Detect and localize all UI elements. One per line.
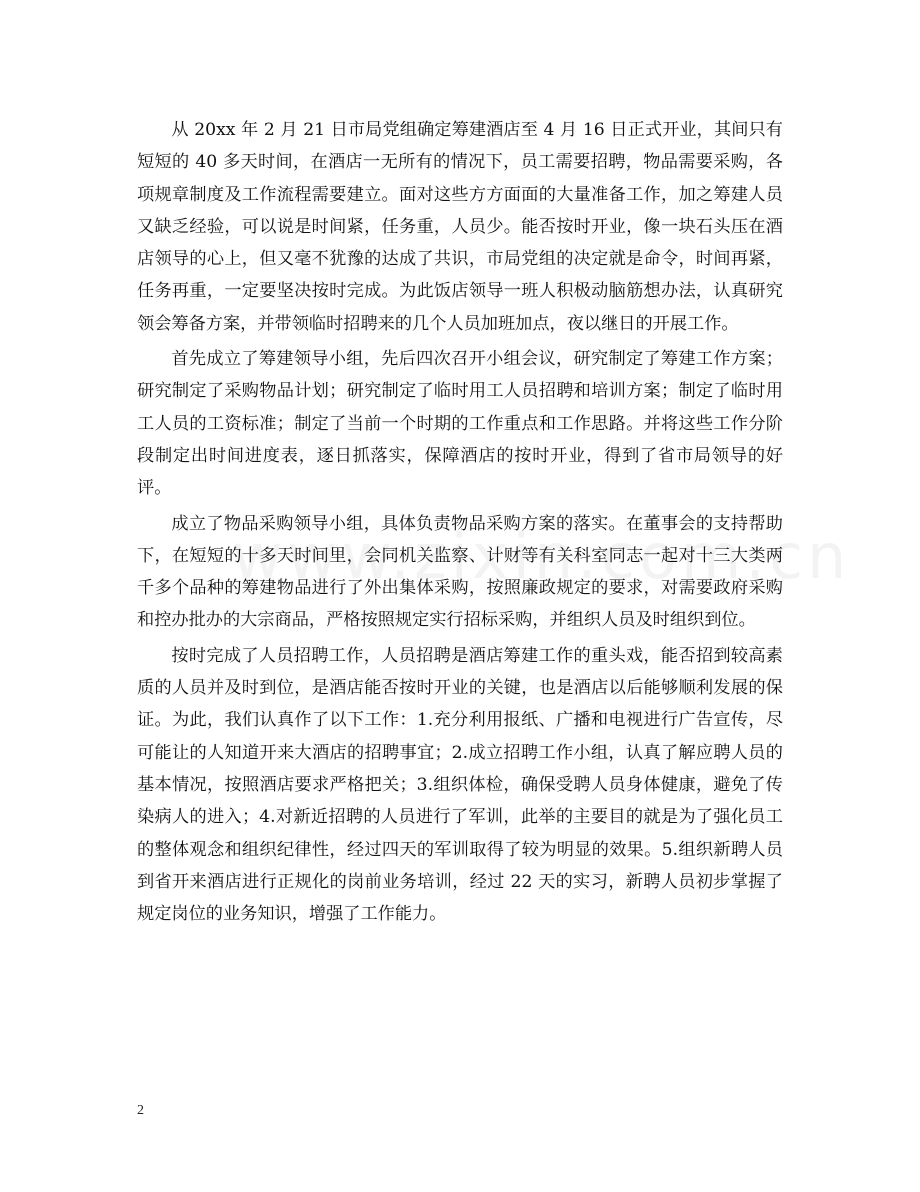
document-body — [137, 114, 783, 933]
paragraph-1: 从 20xx 年 2 月 21 日市局党组确定筹建酒店至 4 月 16 日正式开业，其间只有短短的 40 多天时间，在酒店一无所有的情况下，员工需要招聘，物品需要采购，各项规章制度及工作流程需要建立。面对这些方方面面的大量准备工作，加之筹建人员又缺乏经验，可以说是时间紧，任务重，人员少。能否按时开业，像一块石头压在酒店领导的心上，但又毫不犹豫的达成了共识，市局党组的决定就是命令，时间再紧，任务再重，一定要坚决按时完成。为此饭店领导一班人积极动脑筋想办法，认真研究领会筹备方案，并带领临时招聘来的几个人员加班加点，夜以继日的开展工作。 — [137, 120, 783, 334]
page-number: 2 — [137, 1103, 144, 1118]
paragraph-4: 按时完成了人员招聘工作，人员招聘是酒店筹建工作的重头戏，能否招到较高素质的人员并及时到位，是酒店能否按时开业的关键，也是酒店以后能够顺利发展的保证。为此，我们认真作了以下工作：1.充分利用报纸、广播和电视进行广告宣传，尽可能让的人知道开来大酒店的招聘事宜；2.成立招聘工作小组，认真了解应聘人员的基本情况，按照酒店要求严格把关；3.组织体检，确保受聘人员身体健康，避免了传染病人的进入；4.对新近招聘的人员进行了军训，此举的主要目的就是为了强化员工的整体观念和组织纪律性，经过四天的军训取得了较为明显的效果。5.组织新聘人员到省开来酒店进行正规化的岗前业务培训，经过 22 天的实习，新聘人员初步掌握了规定岗位的业务知识，增强了工作能力。 — [137, 645, 783, 925]
paragraph-3: 成立了物品采购领导小组，具体负责物品采购方案的落实。在董事会的支持帮助下，在短短的十多天时间里，会同机关监察、计财等有关科室同志一起对十三大类两千多个品种的筹建物品进行了外出集体采购，按照廉政规定的要求，对需要政府采购和控办批办的大宗商品，严格按照规定实行招标采购，并组织人员及时组织到位。 — [137, 513, 783, 631]
paragraph-2: 首先成立了筹建领导小组，先后四次召开小组会议，研究制定了筹建工作方案；研究制定了采购物品计划；研究制定了临时用工人员招聘和培训方案；制定了临时用工人员的工资标准；制定了当前一个时期的工作重点和工作思路。并将这些工作分阶段制定出时间进度表，逐日抓落实，保障酒店的按时开业，得到了省市局领导的好评。 — [137, 349, 783, 499]
